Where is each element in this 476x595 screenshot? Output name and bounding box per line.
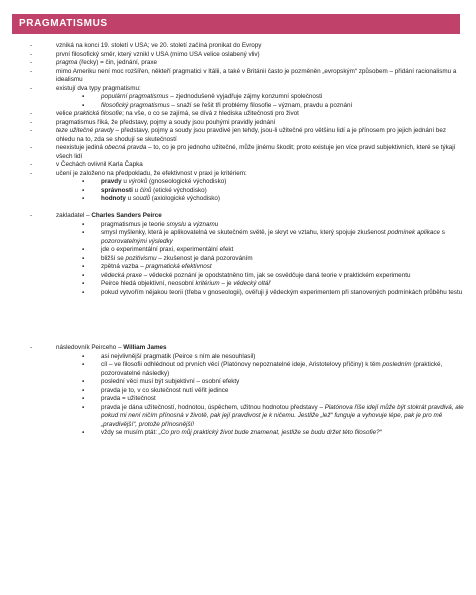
bullet-marker: ▪ — [82, 246, 85, 253]
item-text: učení je založeno na předpokladu, že efektivnost v praxi je kritériem: — [56, 169, 247, 177]
bullet-marker: ▪ — [82, 93, 85, 100]
item-term: „Co pro můj praktický život bude znamenat, jestliže se budu držet této filosofie?“ — [158, 429, 382, 436]
item-term: kritérium — [195, 280, 220, 287]
sub-item — [30, 246, 464, 255]
list-item — [30, 170, 464, 179]
section-title: PRAGMATISMUS — [12, 14, 460, 34]
item-text: – to, co je pro jednoho užitečné, může jinému škodit; proto existuje jen více pravd subjektivních, které se týkají všech lidí — [56, 144, 456, 160]
item-term: pozitivismu — [125, 254, 157, 262]
item-text: u — [121, 178, 129, 185]
item-text: (řecky) = čin, jednání, praxe — [77, 59, 157, 66]
bullet-marker: ▪ — [82, 254, 85, 262]
item-term: smyslu — [166, 220, 187, 228]
item-text: poslední věci musí být subjektivní – osobní efekty — [101, 378, 240, 385]
bullet-marker: ▪ — [82, 429, 85, 436]
dash-marker: - — [30, 169, 33, 177]
bullet-marker: ▪ — [82, 263, 85, 270]
bullet-marker: ▪ — [82, 395, 85, 402]
item-term: významu — [193, 220, 219, 228]
item-term: podmínek aplikace — [387, 229, 441, 236]
author-name: William James — [123, 344, 167, 351]
item-term: pozorovatelnými výsledky — [101, 237, 173, 245]
dash-marker: - — [30, 118, 33, 126]
list-item — [30, 212, 464, 221]
content — [30, 42, 464, 438]
bullet-marker: ▪ — [82, 186, 85, 194]
dash-marker: - — [30, 84, 33, 92]
sub-item — [30, 178, 464, 187]
item-bold: správnosti — [101, 186, 133, 194]
item-text: – představy, pojmy a soudy jsou pravdivé jen tehdy, jsou-li užitečné pro většinu lidí a je přínosem pro jejich jednání bez ohledu na to, zda se shodují se skutečností — [56, 127, 447, 143]
item-text: pragmatismus je teorie — [101, 220, 167, 228]
item-term: populární pragmatismus — [101, 93, 169, 100]
sub-item — [30, 289, 464, 298]
dash-marker: - — [30, 344, 33, 351]
sub-item — [30, 263, 464, 272]
sub-item — [30, 221, 464, 230]
item-text: pravda = užitečnost — [101, 395, 156, 402]
list-item — [30, 85, 464, 94]
sub-item — [30, 280, 464, 289]
list-item — [30, 42, 464, 51]
dash-marker: - — [30, 110, 33, 117]
item-text: existují dva typy pragmatismu: — [56, 84, 141, 92]
item-text: první filosofický směr, který vznikl v USA (mimo USA velice oslabený vliv) — [56, 50, 260, 58]
item-text: (etické východisko) — [151, 186, 207, 194]
dash-marker: - — [30, 161, 33, 168]
item-text: – zjednodušeně vyjadřuje zájmy konzumní společnosti — [168, 93, 323, 100]
dash-marker: - — [30, 127, 33, 134]
item-text: bližší se — [101, 254, 126, 262]
item-bold: pravdy — [101, 178, 122, 185]
sub-item — [30, 378, 464, 387]
item-bold: hodnoty — [101, 195, 126, 202]
bullet-marker: ▪ — [82, 386, 85, 394]
item-text: a — [186, 220, 194, 228]
bullet-marker: ▪ — [82, 229, 85, 236]
author-name: Charles Sanders Peirce — [91, 212, 162, 219]
item-term: obecná pravda — [104, 144, 147, 151]
item-text: (praktické, pozorovatelné následky) — [101, 361, 443, 377]
list-item — [30, 68, 464, 85]
bullet-marker: ▪ — [82, 378, 85, 385]
sub-item — [30, 229, 464, 246]
item-text: – je — [219, 280, 234, 287]
item-text: cíl – ve filosofii odhlédnout od prvních věcí (Platónovy nepoznatelné ideje, Aristotelovy příčiny) k těm — [101, 361, 383, 368]
sub-item — [30, 361, 464, 378]
item-text: vzniká na konci 19. století v USA; ve 20. století začíná pronikat do Evropy — [56, 42, 262, 49]
item-text: jde o experimentální praxi, experimentální efekt — [101, 246, 234, 253]
item-text: v Čechách ovlivnil Karla Čapka — [56, 161, 143, 168]
peirce-section — [30, 212, 464, 297]
list-item — [30, 144, 464, 161]
bullet-marker: ▪ — [82, 288, 85, 296]
dash-marker: - — [30, 212, 33, 219]
intro-list — [30, 42, 464, 110]
item-text: – snaží se řešit tři problémy filosofie – význam, pravdu a poznání — [169, 101, 353, 109]
main-list — [30, 110, 464, 204]
dash-marker: - — [30, 50, 33, 58]
james-section — [30, 344, 464, 438]
dash-marker: - — [30, 59, 33, 66]
item-term: soudů — [132, 195, 151, 202]
item-text: mimo Ameriku není moc rozšířen, někteří pragmatici v Itálii, a také v Británii často je pozměněn „evropským“ způsobem – přidání racionalismu a idealismu — [56, 67, 457, 83]
item-text: vždy se musím ptát: — [101, 429, 159, 436]
sub-item — [30, 255, 464, 264]
bullet-marker: ▪ — [82, 352, 85, 360]
item-term: Platónova říše idejí může být stokrát pravdivá, ale pokud mi není ničím přínosná v životě, pak její pravdivost je k ničemu. Jestliže „lež“ funguje a vyhovuje lépe, pak je pro mě „pravdivější“, protože přínosnější! — [101, 403, 464, 428]
item-text: pragmatismus říká, že představy, pojmy a soudy jsou pouhými pravidly jednání — [56, 118, 276, 126]
sub-item — [30, 387, 464, 396]
sub-item — [30, 272, 464, 281]
sub-item — [30, 187, 464, 196]
item-term: výroků — [128, 178, 148, 185]
dash-marker: - — [30, 144, 33, 151]
list-item — [30, 344, 464, 353]
item-text: u — [125, 195, 133, 202]
item-text: Peirce hledá objektivní, neosobní — [101, 280, 196, 287]
item-text: následovník Peirceho – — [56, 344, 124, 351]
item-text: ; na vše, o co se zajímá, se dívá z hlediska užitečnosti pro život — [122, 110, 299, 117]
item-text: pokud vytvořím nějakou teorii (třeba v gnoseologii), ověřuji ji vědeckým experimentem při stanovených podmínkách průběhu testu — [101, 288, 463, 296]
bullet-marker: ▪ — [82, 195, 85, 202]
spacer — [30, 297, 464, 344]
spacer — [30, 204, 464, 213]
item-term: činů — [139, 186, 152, 194]
list-item — [30, 127, 464, 144]
item-text: (axiologické východisko) — [150, 195, 221, 202]
item-text: pravda je to, v co skutečnost nutí věřit jedince — [101, 386, 229, 394]
bullet-marker: ▪ — [82, 280, 85, 287]
sub-item — [30, 102, 464, 111]
bullet-marker: ▪ — [82, 178, 85, 185]
list-item — [30, 119, 464, 128]
item-text: pravda je dána užitečností, hodnotou, úspěchem, užitnou hodnotou představy – — [101, 403, 325, 411]
sub-item — [30, 404, 464, 430]
dash-marker: - — [30, 42, 33, 49]
sub-item — [30, 195, 464, 204]
bullet-marker: ▪ — [82, 403, 85, 411]
sub-item — [30, 429, 464, 438]
list-item — [30, 110, 464, 119]
item-term: pragma — [56, 59, 78, 66]
item-term: teze užitečné pravdy — [56, 127, 114, 134]
bullet-marker: ▪ — [82, 101, 85, 109]
list-item — [30, 59, 464, 68]
item-text: smysl myšlenky, která je aplikovatelná ve skutečném světě, je skryt ve vztahu, který spojuje zkušenost — [101, 229, 388, 236]
sub-item — [30, 395, 464, 404]
item-term: filosofický pragmatismus — [101, 101, 170, 109]
bullet-marker: ▪ — [82, 361, 85, 368]
list-item — [30, 51, 464, 60]
item-term: posledním — [382, 361, 412, 368]
item-text: u — [132, 186, 140, 194]
item-text: (gnoseologické východisko) — [147, 178, 227, 185]
sub-item — [30, 93, 464, 102]
item-term: pragmatická efektivnost — [145, 263, 212, 270]
item-term: vědecká praxe — [101, 271, 142, 279]
item-text: velice — [56, 110, 74, 117]
item-text: – vědecké poznání je opodstatněno tím, jak se osvědčuje daná teorie v praktickém experimentu — [141, 271, 411, 279]
item-text: asi nejvlivnější pragmatik (Peirce s ním ale nesouhlasil) — [101, 352, 256, 360]
item-term: praktická filosofie — [73, 110, 123, 117]
dash-marker: - — [30, 67, 33, 75]
item-text: zpětná vazba – — [101, 263, 146, 270]
sub-item — [30, 353, 464, 362]
item-text: zakladatel – — [56, 212, 92, 219]
item-text: – zkušenost je daná pozorováním — [156, 254, 253, 262]
bullet-marker: ▪ — [82, 271, 85, 279]
bullet-marker: ▪ — [82, 220, 85, 228]
item-text: s — [440, 229, 445, 236]
item-term: vědecký oltář — [233, 280, 271, 287]
item-text: neexistuje jediná — [56, 144, 105, 151]
list-item — [30, 161, 464, 170]
